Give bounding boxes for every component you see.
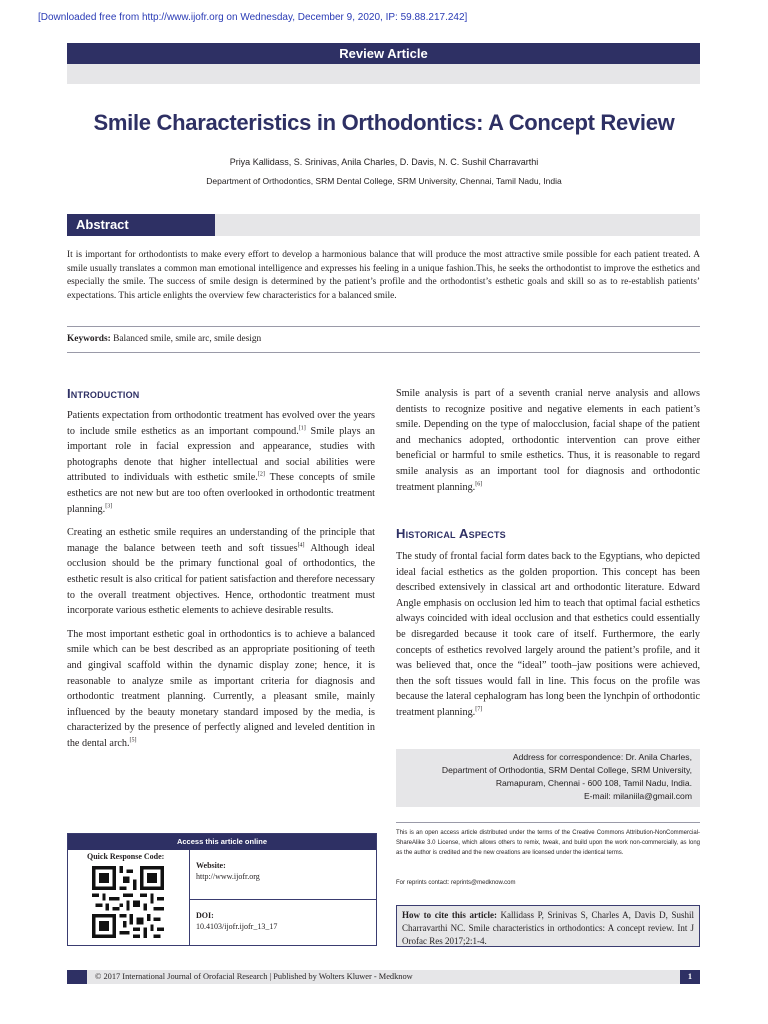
address-line: Address for correspondence: Dr. Anila Charles, [512, 752, 692, 762]
left-column [67, 408, 375, 759]
right-column-intro [396, 386, 700, 503]
open-access-notice: This is an open access article distributed under the terms of the Creative Commons Attribution-NonCommercial-ShareAlike 3.0 License, which allows others to remix, tweak, and build upon the work non-commercially, as long as the author is credited and the new creations are licensed under the identical terms. [396, 830, 700, 856]
text-run: Creating an esthetic smile requires an understanding of the principle that manage the balance between teeth and soft tissues [67, 527, 375, 554]
abstract-text: It is important for orthodontists to make every effort to develop a harmonious balance that will produce the most attractive smile possible for each patient treated. A smile usually translates a common man emotional intelligence and expresses his feeling in a unique fashion.This, he seeks the orthodontist to improve the esthetics and especially the smile. The success of smile design is determined by the patient’s profile and the orthodontist’s esthetic goals and skill so as to re-establish patients’ expectations. This article enlights the overview few characteristics for a balanced smile. [67, 250, 700, 301]
text-run: Smile plays an important role in facial expression and appearance, studies with photographs denote that higher intellectual and social abilities were attributed to individuals with esthetic smile. [67, 425, 375, 484]
smile-analysis-paragraph [396, 386, 700, 495]
keywords-label: Keywords: [67, 334, 111, 344]
page-footer [67, 970, 700, 984]
download-banner[interactable]: [Downloaded free from http://www.ijofr.org on Wednesday, December 9, 2020, IP: 59.88.217.242] [38, 12, 468, 23]
historical-paragraph [396, 549, 700, 721]
introduction-heading: Introduction [67, 386, 140, 401]
keywords-text: Balanced smile, smile arc, smile design [113, 334, 262, 344]
intro-paragraph-1 [67, 408, 375, 517]
qr-cell [68, 850, 190, 946]
address-line: Department of Orthodontia, SRM Dental College, SRM University, [441, 765, 692, 775]
keywords-divider [67, 352, 700, 353]
text-run: These concepts of smile esthetics are not new but are too often overlooked in orthodontic treatment planning. [67, 472, 375, 515]
access-online-box [67, 833, 377, 946]
qr-code-icon[interactable] [92, 866, 164, 938]
right-column-historical [396, 549, 700, 729]
reference-link[interactable]: [4] [297, 542, 305, 549]
doi-label: DOI: [196, 911, 214, 920]
footer-accent-block [67, 970, 87, 984]
article-type-bar: Review Article [67, 43, 700, 64]
doi-link[interactable]: 10.4103/ijofr.ijofr_13_17 [196, 922, 278, 931]
page-number: 1 [680, 970, 700, 984]
reference-link[interactable]: [1] [298, 425, 306, 432]
qr-label: Quick Response Code: [87, 852, 165, 861]
license-divider [396, 822, 700, 823]
abstract-divider [67, 326, 700, 327]
website-cell [190, 850, 376, 900]
abstract-heading: Abstract [67, 214, 215, 236]
text-run: Patients expectation from orthodontic treatment has evolved over the years to include smile esthetics as an important compound. [67, 410, 375, 437]
affiliation: Department of Orthodontics, SRM Dental College, SRM University, Chennai, Tamil Nadu, India [206, 176, 562, 186]
reference-link[interactable]: [5] [129, 737, 137, 744]
website-label: Website: [196, 861, 226, 870]
reference-link[interactable]: [3] [105, 503, 113, 510]
historical-heading: Historical Aspects [396, 526, 506, 541]
footer-text: © 2017 International Journal of Orofacial Research | Published by Wolters Kluwer - Medknow [95, 972, 413, 981]
text-run: Smile analysis is part of a seventh cranial nerve analysis and allows dentists to recognize positive and negative elements in each patient’s smile. Depending on the type of malocclusion, facial shape of the patient and mechanics adopted, orthodontic intervention can prove either beneficial or harmful to smile esthetics. Thus, it is reasonable to regard smile analysis as an important tool for diagnosis and orthodontic treatment planning. [396, 388, 700, 493]
doi-cell [190, 900, 376, 946]
citation-label: How to cite this article: [402, 910, 497, 920]
abstract-heading-bar [215, 214, 700, 236]
email-link[interactable]: E-mail: milaniila@gmail.com [583, 791, 692, 801]
reference-link[interactable]: [7] [475, 706, 483, 713]
authors: Priya Kallidass, S. Srinivas, Anila Charles, D. Davis, N. C. Sushil Charravarthi [229, 157, 539, 167]
article-title: Smile Characteristics in Orthodontics: A Concept Review [93, 110, 675, 135]
reference-link[interactable]: [6] [475, 481, 483, 488]
text-run: The study of frontal facial form dates back to the Egyptians, who depicted ideal facial esthetics as the golden proportion. This concept has been described extensively in classical art and orthodontic literature. Edward Angle emphasis on occlusion led him to teach that optimal facial esthetics always coincided with ideal occlusion and that esthetics could essentially be disregarded because it took care of itself. Furthermore, the early concepts of esthetics revolved largely around the patient’s profile, and it was believed that, once the “ideal” tooth–jaw positions were achieved, then the soft tissues would fall in line. This focus on the profile was because the lateral cephalogram has long been the lynchpin of orthodontic treatment planning. [396, 551, 700, 718]
citation-box [396, 905, 700, 947]
address-line: Ramapuram, Chennai - 600 108, Tamil Nadu, India. [495, 778, 692, 788]
correspondence-box [396, 749, 700, 807]
text-run: Although ideal occlusion should be the primary functional goal of orthodontics, the esthetic result is also critical for patient satisfaction and therefore necessary to the overall treatment objectives. Hence, orthodontic treatment must incorporate various esthetic elements to achieve desirable results. [67, 542, 375, 617]
keywords [67, 334, 261, 344]
website-link[interactable]: http://www.ijofr.org [196, 872, 260, 881]
text-run: The most important esthetic goal in orthodontics is to achieve a balanced smile which can be best described as an appropriate positioning of teeth and gingival scaffold within the dynamic display zone; hence, it is reasonable to analyze smile as important criteria for diagnosis and orthodontic treatment planning. Currently, a pleasant smile, mainly influenced by the beauty monetary standard imposed by the media, is characterized by the presence of perfectly aligned and leveled dentition in the dental arch. [67, 628, 375, 749]
reprints-contact[interactable]: For reprints contact: reprints@medknow.com [396, 880, 516, 886]
header-grey-bar [67, 64, 700, 84]
citation-text: Kallidass P, Srinivas S, Charles A, Davis D, Sushil Charravarthi NC. Smile characteristics in orthodontics: A concept review. Int J Orofac Res 2017;2:1-4. [402, 910, 694, 946]
reference-link[interactable]: [2] [257, 471, 265, 478]
intro-paragraph-2 [67, 525, 375, 619]
intro-paragraph-3 [67, 627, 375, 752]
access-heading: Access this article online [68, 834, 376, 850]
